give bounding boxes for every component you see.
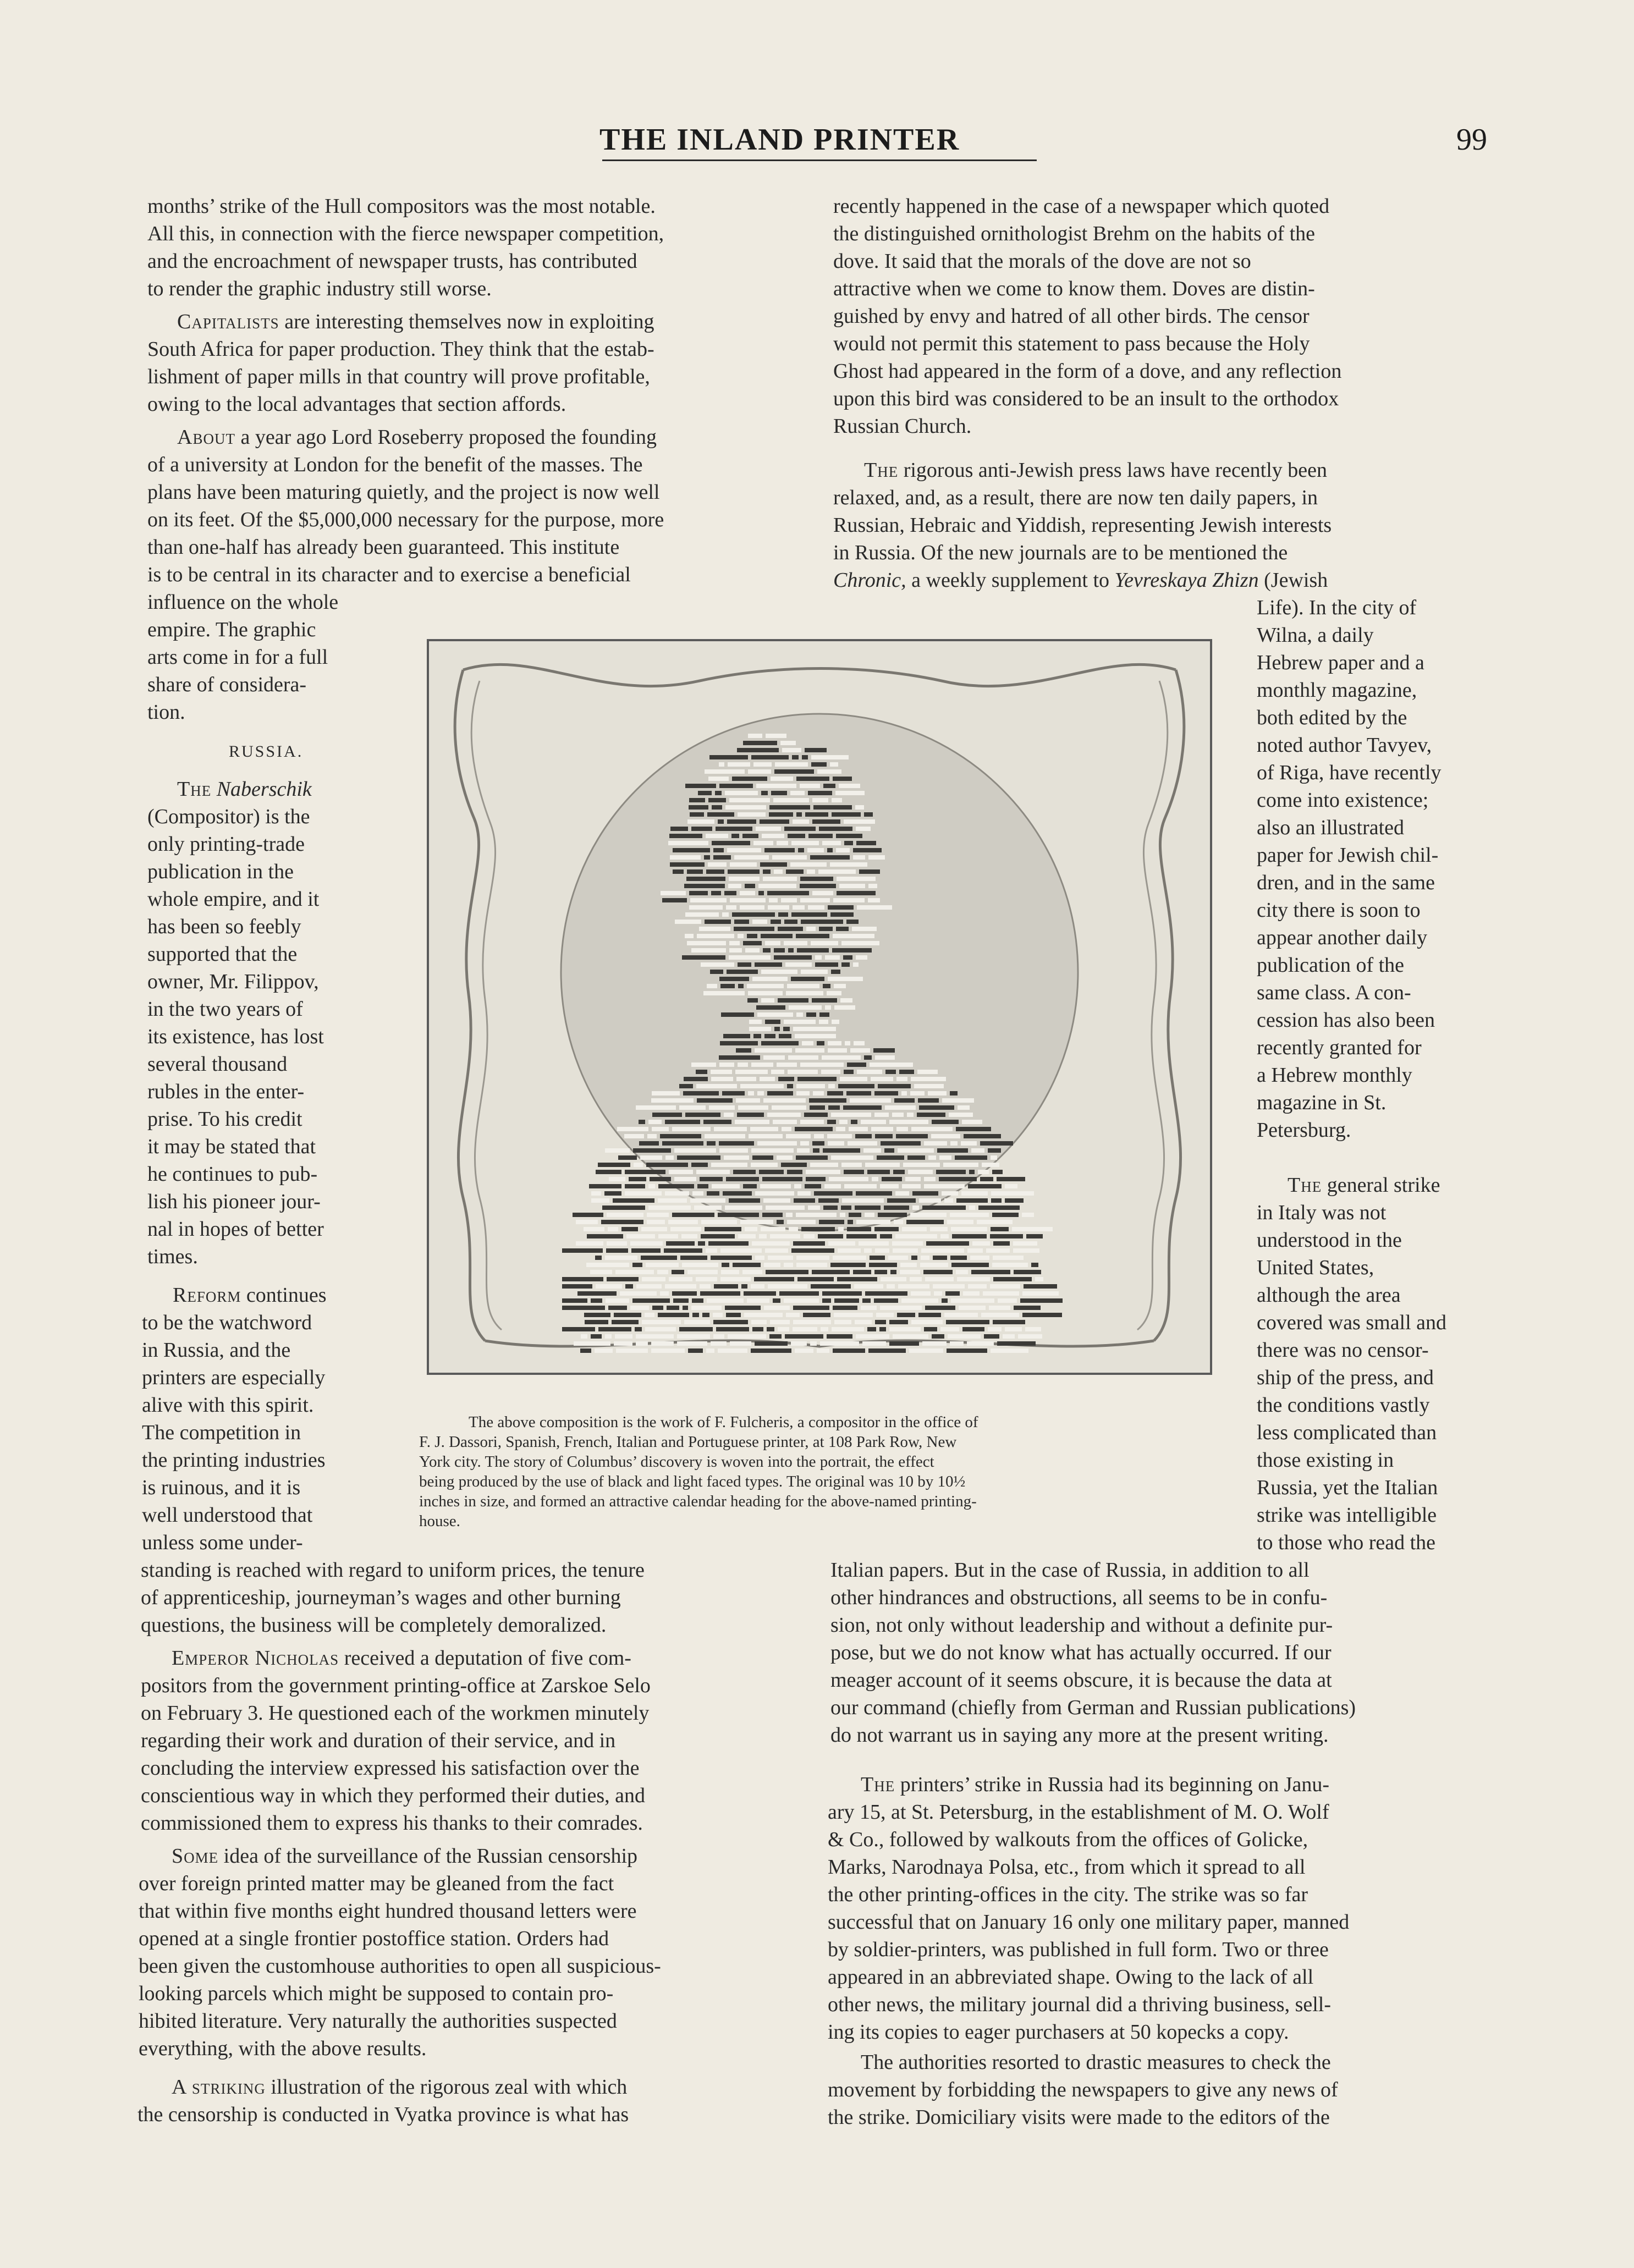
right-para-5: The authorities resorted to drastic measures to check the movement by forbidding the newspapers to give any news of the strike. Domiciliary visits were made to the editors of the bbox=[828, 2051, 1338, 2129]
right-para-4: The printers’ strike in Russia had its beginning on Janu- ary 15, at St. Petersburg, in the establishment of M. O. Wolf & Co., followed by walkouts from the offices of Golicke, Marks, Narodnaya Polsa, etc., from which it spread to all the other printing-offices in the city. The strike was so far successful that on January 16 only one military paper, manned by soldier-printers, was published in full form. Two or three appeared in an abbreviated shape. Owing to the lack of all other news, the military journal did a thriving business, sell- ing its copies to eager purchasers at 50 kopecks a copy. bbox=[828, 1773, 1350, 2044]
right-para-3: The general strike in Italy was not understood in the United States, although the area covered was small and there was no censor- ship of the press, and the conditions vastly less complicated than those existing in Russia, yet the Italian strike was intelligible to those who read the bbox=[1257, 1174, 1447, 1554]
left-para-3-narrow: influence on the whole empire. The graphic arts come in for a full share of considera- tion. bbox=[147, 591, 339, 724]
left-para-1: months’ strike of the Hull compositors was the most notable. All this, in connection with the fierce newspaper competition, and the encroachment of newspaper trusts, has contributed to render the graphic industry still worse. bbox=[147, 195, 664, 300]
russia-heading: RUSSIA. bbox=[229, 742, 304, 761]
right-para-2: The rigorous anti-Jewish press laws have recently been relaxed, and, as a result, there are now ten daily papers, in Russian, Hebraic and Yiddish, representing Jewish interests in Russia. Of the new journals are to be mentioned the Chronic, a weekly supplement to Yevreskaya Zhizn (Jewish bbox=[833, 459, 1332, 592]
left-para-5-cont: standing is reached with regard to uniform prices, the tenure of apprenticeship, journeyman’s wages and other burning questions, the business will be completely demoralized. bbox=[141, 1559, 645, 1637]
page-number: 99 bbox=[1456, 123, 1487, 157]
left-para-3: About a year ago Lord Roseberry proposed the founding of a university at London for the benefit of the masses. The plans have been maturing quietly, and the project is now well on its feet. Of the $5,000,000 necessary for the purpose, more than one-half has already been guaranteed. This institute is to be central in its character and to exercise a beneficial bbox=[147, 426, 664, 586]
left-para-7: Some idea of the surveillance of the Russian censorship over foreign printed matter may be gleaned from the fact that within five months eight hundred thousand letters were opened at a single frontier postoffice station. Orders had been given the customhouse authorities to open all suspicious- looking parcels which might be supposed to contain pro- hibited literature. Very naturally the authorities suspected everything, with the above results. bbox=[139, 1845, 661, 2060]
header-rule bbox=[602, 159, 1037, 161]
right-para-2-narrow: Life). In the city of Wilna, a daily Hebrew paper and a monthly magazine, both edited by the noted author Tavyev, of Riga, have recently come into existence; also an illustrated paper for Jewish chil- dren, and in the same city there is soon to appear another daily publication of the same class. A con- cession has also been recently granted for a Hebrew monthly magazine in St. Petersburg. bbox=[1257, 596, 1442, 1142]
left-para-4: The Naberschik (Compositor) is the only printing-trade publication in the whole empire, and it has been so feebly supported that the owner, Mr. Filippov, in the two years of its existence, has lost several thousand rubles in the enter- prise. To his credit it may be stated that he continues to pub- lish his pioneer jour- nal in hopes of better times. bbox=[147, 778, 324, 1268]
right-para-1: recently happened in the case of a newspaper which quoted the distinguished ornithologist Brehm on the habits of the dove. It said that the morals of the dove are not so attractive when we come to know them. Doves are distin- guished by envy and hatred of all other birds. The censor would not permit this statement to pass because the Holy Ghost had appeared in the form of a dove, and any reflection upon this bird was considered to be an insult to the orthodox Russian Church. bbox=[833, 195, 1342, 438]
running-header: THE INLAND PRINTER bbox=[599, 123, 960, 157]
figure-caption: The above composition is the work of F. Fulcheris, a compositor in the office of F. J. Dassori, Spanish, French, Italian and Portuguese printer, at 108 Park Row, New York city. The story of Columbus’ discovery is woven into the portrait, the effect being produced by the use of black and light faced types. The original was 10 by 10½ inches in size, and formed an attractive calendar heading for the above-named printing- house. bbox=[419, 1413, 978, 1530]
left-para-6: Emperor Nicholas received a deputation of five com- positors from the government printing-office at Zarskoe Selo on February 3. He questioned each of the workmen minutely regarding their work and duration of their service, and in concluding the interview expressed his satisfaction over the conscientious way in which they performed their duties, and commissioned them to express his thanks to their comrades. bbox=[141, 1647, 651, 1835]
left-para-2: Capitalists are interesting themselves now in exploiting South Africa for paper production. They think that the estab- lishment of paper mills in that country will prove profitable, owing to the local advantages that section affords. bbox=[147, 310, 654, 416]
left-para-5: Reform continues to be the watchword in Russia, and the printers are especially alive with this spirit. The competition in the printing industries is ruinous, and it is well understood that unless some under- bbox=[142, 1284, 327, 1554]
typographic-portrait-figure bbox=[425, 637, 1214, 1377]
right-para-3-cont: Italian papers. But in the case of Russia, in addition to all other hindrances and obstructions, all seems to be in confu- sion, not only without leadership and without a definite pur- pose, but we do not know what has actually occurred. If our meager account of it seems obscure, it is because the data at our command (chiefly from German and Russian publications) do not warrant us in saying any more at the present writing. bbox=[830, 1559, 1356, 1747]
left-para-8: A striking illustration of the rigorous zeal with which the censorship is conducted in Vyatka province is what has bbox=[137, 2076, 629, 2126]
